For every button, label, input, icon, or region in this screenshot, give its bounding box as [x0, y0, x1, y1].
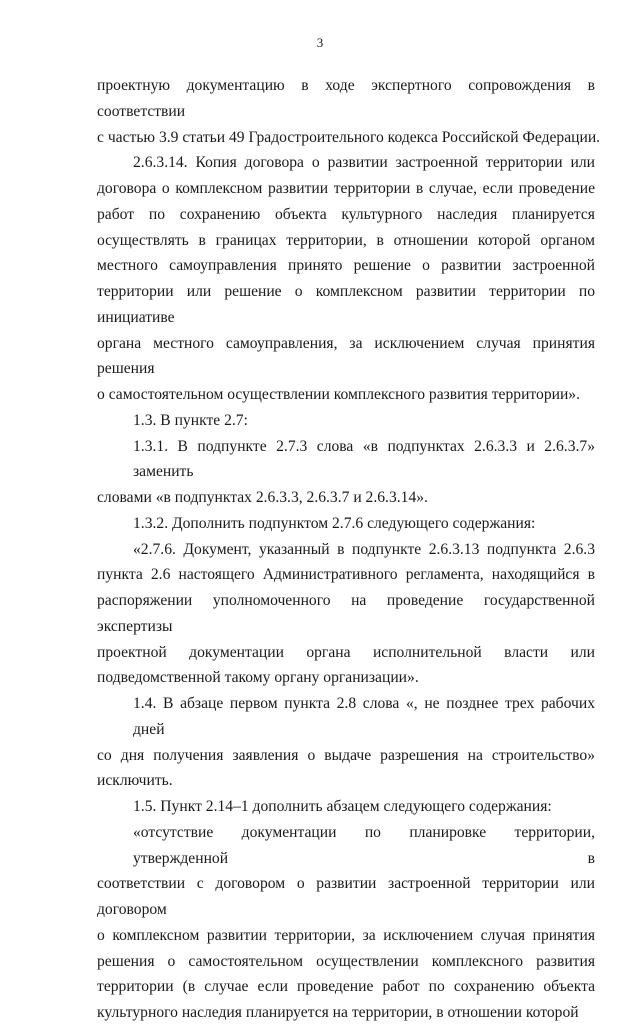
text-line: 1.4. В абзаце первом пункта 2.8 слова «, не позднее трех рабочих дней — [133, 695, 595, 738]
text-line: подведомственной такому органу организации». — [97, 669, 419, 687]
document-body — [97, 73, 601, 1026]
text-line: «отсутствие документации по планировке территории, утвержденной в — [133, 823, 595, 867]
text-line: договора о комплексном развитии территории в случае, если проведение — [97, 180, 595, 197]
paragraph — [97, 511, 595, 537]
text-line: решения о самостоятельном осуществлении комплексного развития — [97, 952, 595, 970]
text-line: 2.6.3.14. Копия договора о развитии застроенной территории или — [133, 154, 595, 172]
text-line: 1.3.2. Дополнить подпунктом 2.7.6 следующего содержания: — [133, 514, 536, 532]
text-line: пункта 2.6 настоящего Административного регламента, находящийся в — [97, 566, 595, 584]
text-line: словами «в подпунктах 2.6.3.3, 2.6.3.7 и 2.6.3.14». — [97, 489, 428, 506]
text-line: проектную документацию в ходе экспертного сопровождения в соответствии — [97, 77, 595, 120]
text-line: проектной документации органа исполнительной власти или — [97, 643, 595, 661]
text-line: 1.3.1. В подпункте 2.7.3 слова «в подпунктах 2.6.3.3 и 2.6.3.7» заменить — [133, 437, 595, 481]
paragraph — [97, 820, 595, 1026]
text-line: местного самоуправления принято решение о развитии застроенной — [97, 257, 595, 275]
text-line: органа местного самоуправления, за исключением случая принятия решения — [97, 334, 595, 378]
paragraph — [97, 408, 595, 434]
text-line: территории (в случае если проведение работ по сохранению объекта — [97, 978, 595, 996]
paragraph — [97, 434, 595, 511]
text-line: 1.3. В пункте 2.7: — [133, 411, 248, 429]
text-line: соответствии с договором о развитии застроенной территории или договором — [97, 875, 595, 918]
text-line: 1.5. Пункт 2.14–1 дополнить абзацем следующего содержания: — [133, 798, 552, 815]
text-line: территории или решение о комплексном развитии территории по инициативе — [97, 283, 595, 326]
text-line: о самостоятельном осуществлении комплексного развития территории». — [97, 386, 581, 403]
text-line: о комплексном развитии территории, за исключением случая принятия — [97, 926, 595, 944]
paragraph — [97, 537, 595, 692]
paragraph — [97, 691, 595, 794]
text-line: исключить. — [97, 772, 173, 790]
text-line: культурного наследия планируется на территории, в отношении которой — [97, 1004, 579, 1021]
text-line: распоряжении уполномоченного на проведение государственной экспертизы — [97, 592, 595, 635]
text-line: «2.7.6. Документ, указанный в подпункте 2.6.3.13 подпункта 2.6.3 — [133, 540, 595, 558]
text-line: осуществлять в границах территории, в отношении которой органом — [97, 231, 595, 249]
paragraph — [97, 150, 595, 408]
text-line: со дня получения заявления о выдаче разрешения на строительство» — [97, 746, 595, 764]
paragraph — [97, 73, 601, 150]
text-line: работ по сохранению объекта культурного наследия планируется — [97, 205, 595, 223]
paragraph — [97, 794, 595, 820]
text-line: с частью 3.9 статьи 49 Градостроительного кодекса Российской Федерации. — [97, 128, 601, 146]
page-number: 3 — [316, 35, 324, 50]
